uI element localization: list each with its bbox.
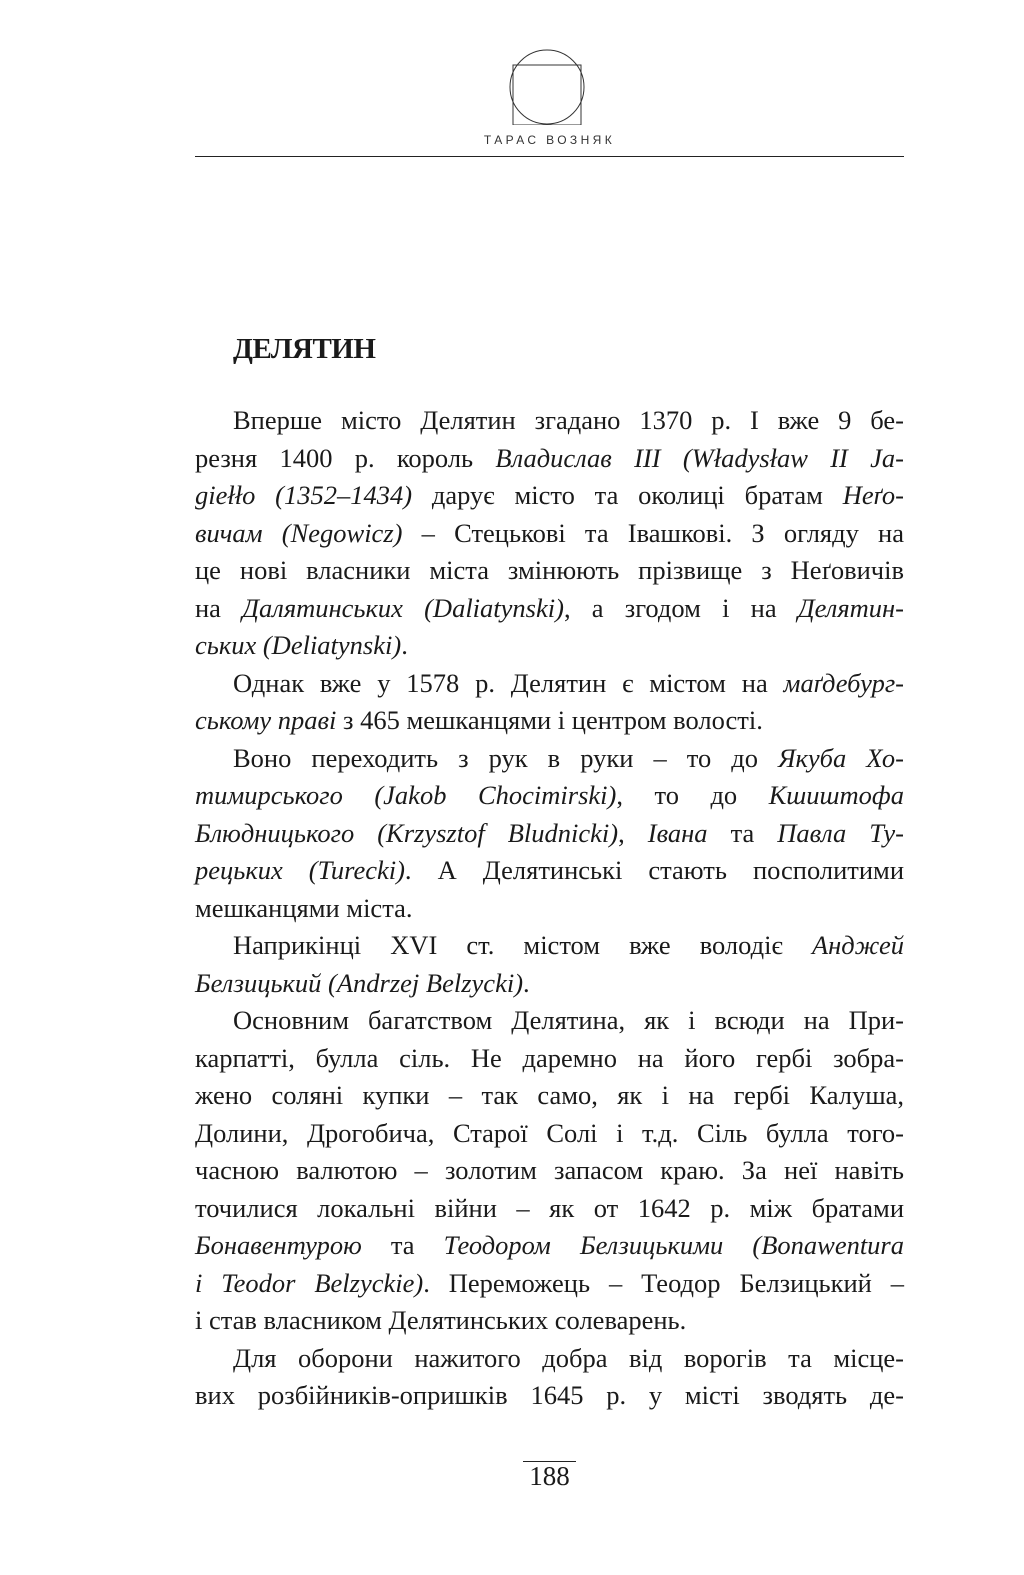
italic-text: Кшиштофа bbox=[768, 780, 904, 810]
text: Наприкінці XVI ст. містом вже володіє bbox=[233, 930, 812, 960]
text-line bbox=[195, 552, 904, 590]
italic-text: тимирського (Jakob Chocimirski) bbox=[195, 780, 617, 810]
running-head-title: ТАРАС ВОЗНЯК bbox=[483, 133, 616, 147]
text: . А Делятинські стають посполитими bbox=[404, 855, 904, 885]
text-line bbox=[195, 1377, 904, 1415]
text: часною валютою – золотим запасом краю. За неї навіть bbox=[195, 1155, 904, 1185]
italic-text: ських (Deliatynski) bbox=[195, 630, 402, 660]
text-line bbox=[195, 440, 904, 478]
text-line bbox=[195, 477, 904, 515]
text-line bbox=[195, 777, 904, 815]
text-line bbox=[195, 890, 904, 928]
text: Вперше місто Делятин згадано 1370 р. І вже 9 бе- bbox=[233, 405, 904, 435]
text: . bbox=[401, 630, 408, 660]
header-rule bbox=[195, 156, 904, 157]
italic-text: маґдебург- bbox=[783, 667, 904, 698]
italic-text: Делятин- bbox=[797, 592, 904, 623]
text-line bbox=[195, 1152, 904, 1190]
text-line bbox=[195, 1115, 904, 1153]
text-line bbox=[195, 1340, 904, 1378]
text: на bbox=[195, 592, 243, 623]
italic-text: Павла Ту- bbox=[777, 817, 904, 848]
body-text bbox=[195, 402, 904, 1415]
paragraph bbox=[195, 665, 904, 740]
paragraph bbox=[195, 740, 904, 928]
italic-text: giełło (1352–1434) bbox=[195, 480, 413, 510]
text: , то до bbox=[616, 780, 769, 810]
text: . bbox=[523, 967, 530, 998]
text-line bbox=[195, 1040, 904, 1078]
italic-text: Белзицький (Andrzej Belzycki) bbox=[195, 967, 524, 998]
paragraph bbox=[195, 1002, 904, 1340]
italic-text: Далятинських (Daliatynski) bbox=[242, 592, 564, 623]
text: , bbox=[618, 817, 648, 848]
text: мешканцями міста. bbox=[195, 892, 413, 923]
italic-text: ському праві bbox=[195, 705, 337, 735]
text: Основним багатством Делятина, як і всюди на При- bbox=[233, 1005, 904, 1035]
text: з 465 мешканцями і центром волості. bbox=[336, 705, 763, 735]
text: Для оборони нажитого добра від ворогів та місце- bbox=[233, 1342, 904, 1373]
text-line bbox=[195, 1190, 904, 1228]
text-line bbox=[195, 740, 904, 778]
italic-text: Блюдницького (Krzysztof Bludnicki) bbox=[195, 817, 619, 848]
paragraph bbox=[195, 1340, 904, 1415]
text-line bbox=[195, 965, 904, 1003]
text-line bbox=[195, 815, 904, 853]
text: . Переможець – Теодор Белзицький – bbox=[423, 1267, 905, 1298]
text: карпатті, булла сіль. Не даремно на його гербі зобра- bbox=[195, 1042, 904, 1073]
italic-text: Івана bbox=[647, 817, 708, 848]
text: вих розбійників-опришків 1645 р. у місті зводять де- bbox=[195, 1380, 904, 1410]
text: Долини, Дрогобича, Старої Солі і т.д. Сіль булла того- bbox=[195, 1117, 904, 1148]
text-line bbox=[195, 515, 904, 553]
text-line bbox=[195, 852, 904, 890]
text: та bbox=[707, 817, 778, 848]
italic-text: Бонавентурою bbox=[195, 1230, 362, 1260]
text: – Стецькові та Івашкові. З огляду на bbox=[402, 517, 904, 548]
text-line bbox=[195, 1302, 904, 1340]
italic-text: i Teodor Belzyckie) bbox=[195, 1267, 424, 1298]
text: та bbox=[361, 1230, 444, 1260]
text-line bbox=[195, 627, 904, 665]
italic-text: Теодором Белзицькими (Bonawentura bbox=[443, 1230, 904, 1260]
text: точилися локальні війни – як от 1642 р. між братами bbox=[195, 1192, 904, 1223]
text: жено соляні купки – так само, як і на гербі Калуша, bbox=[195, 1080, 904, 1110]
text: це нові власники міста змінюють прізвище з Неґовичів bbox=[195, 555, 904, 585]
text: Воно переходить з рук в руки – то до bbox=[233, 742, 779, 773]
chapter-title: ДЕЛЯТИН bbox=[233, 333, 376, 365]
text-line bbox=[195, 1002, 904, 1040]
text: Однак вже у 1578 р. Делятин є містом на bbox=[233, 667, 784, 698]
text-line bbox=[195, 1227, 904, 1265]
text: і став власником Делятинських солеварень. bbox=[195, 1305, 687, 1335]
text-line bbox=[195, 927, 904, 965]
paragraph bbox=[195, 927, 904, 1002]
text: , а згодом і на bbox=[563, 592, 798, 623]
text-line bbox=[195, 1265, 904, 1303]
italic-text: Якуба Хо- bbox=[778, 742, 905, 773]
paragraph bbox=[195, 402, 904, 665]
square-circle-emblem-icon bbox=[509, 49, 585, 125]
text: резня 1400 р. король bbox=[195, 442, 496, 473]
italic-text: рецьких (Turecki) bbox=[195, 855, 405, 885]
page-number: 188 bbox=[529, 1461, 570, 1491]
italic-text: Анджей bbox=[811, 930, 904, 960]
text-line bbox=[195, 402, 904, 440]
italic-text: Неґо- bbox=[842, 480, 905, 510]
italic-text: Владислав III (Władysław II Ja- bbox=[495, 442, 904, 473]
text-line bbox=[195, 702, 904, 740]
text: дарує місто та околиці братам bbox=[412, 480, 843, 510]
text-line bbox=[195, 665, 904, 703]
text-line bbox=[195, 590, 904, 628]
italic-text: вичам (Negowicz) bbox=[195, 517, 403, 548]
text-line bbox=[195, 1077, 904, 1115]
